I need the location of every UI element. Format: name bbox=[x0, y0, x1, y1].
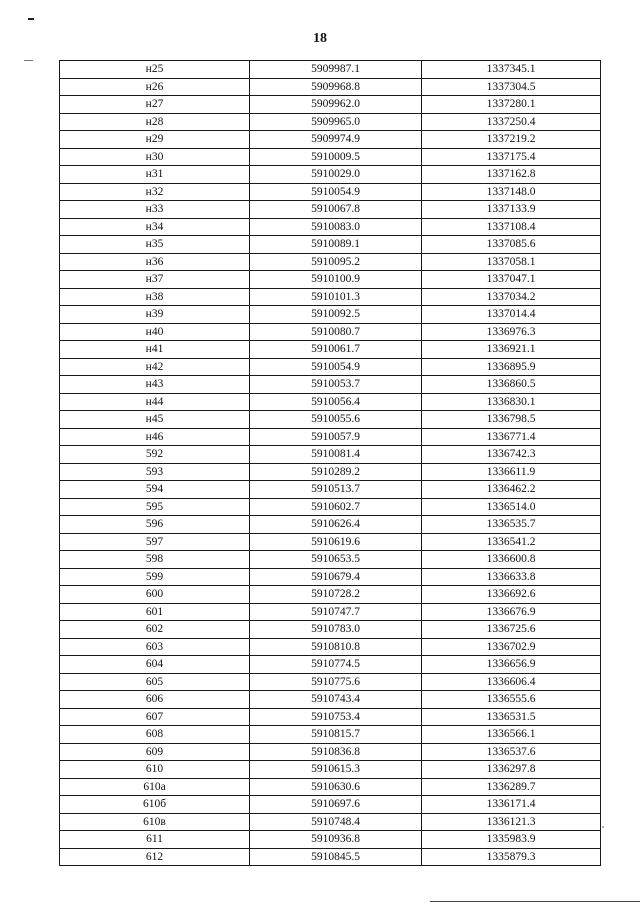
margin-dots bbox=[24, 60, 33, 61]
x-coordinate-cell: 5909974.9 bbox=[250, 131, 422, 149]
point-id-cell: 611 bbox=[60, 831, 250, 849]
y-coordinate-cell: 1337047.1 bbox=[422, 271, 601, 289]
point-id-cell: н25 bbox=[60, 61, 250, 79]
point-id-cell: н42 bbox=[60, 358, 250, 376]
y-coordinate-cell: 1337162.8 bbox=[422, 166, 601, 184]
table-row bbox=[60, 761, 601, 779]
x-coordinate-cell: 5910083.0 bbox=[250, 218, 422, 236]
y-coordinate-cell: 1336606.4 bbox=[422, 673, 601, 691]
table-row bbox=[60, 498, 601, 516]
coordinates-table bbox=[59, 60, 601, 866]
table-row bbox=[60, 586, 601, 604]
point-id-cell: 609 bbox=[60, 743, 250, 761]
y-coordinate-cell: 1337175.4 bbox=[422, 148, 601, 166]
y-coordinate-cell: 1336742.3 bbox=[422, 446, 601, 464]
x-coordinate-cell: 5910056.4 bbox=[250, 393, 422, 411]
y-coordinate-cell: 1336535.7 bbox=[422, 516, 601, 534]
y-coordinate-cell: 1336171.4 bbox=[422, 796, 601, 814]
point-id-cell: н30 bbox=[60, 148, 250, 166]
y-coordinate-cell: 1337133.9 bbox=[422, 201, 601, 219]
point-id-cell: н28 bbox=[60, 113, 250, 131]
x-coordinate-cell: 5910810.8 bbox=[250, 638, 422, 656]
y-coordinate-cell: 1336537.6 bbox=[422, 743, 601, 761]
table-row bbox=[60, 796, 601, 814]
table-row bbox=[60, 306, 601, 324]
table-row bbox=[60, 271, 601, 289]
point-id-cell: 605 bbox=[60, 673, 250, 691]
page-number: 18 bbox=[313, 31, 327, 46]
point-id-cell: н31 bbox=[60, 166, 250, 184]
table-row bbox=[60, 446, 601, 464]
x-coordinate-cell: 5910845.5 bbox=[250, 848, 422, 866]
table-row bbox=[60, 358, 601, 376]
table-row bbox=[60, 376, 601, 394]
y-coordinate-cell: 1336462.2 bbox=[422, 481, 601, 499]
point-id-cell: н29 bbox=[60, 131, 250, 149]
bottom-edge-line bbox=[430, 901, 640, 902]
margin-mark bbox=[28, 18, 34, 20]
y-coordinate-cell: 1336725.6 bbox=[422, 621, 601, 639]
point-id-cell: н41 bbox=[60, 341, 250, 359]
point-id-cell: н34 bbox=[60, 218, 250, 236]
y-coordinate-cell: 1336771.4 bbox=[422, 428, 601, 446]
x-coordinate-cell: 5910009.5 bbox=[250, 148, 422, 166]
y-coordinate-cell: 1337250.4 bbox=[422, 113, 601, 131]
y-coordinate-cell: 1336289.7 bbox=[422, 778, 601, 796]
table-row bbox=[60, 551, 601, 569]
y-coordinate-cell: 1336676.9 bbox=[422, 603, 601, 621]
x-coordinate-cell: 5910602.7 bbox=[250, 498, 422, 516]
x-coordinate-cell: 5909987.1 bbox=[250, 61, 422, 79]
x-coordinate-cell: 5910054.9 bbox=[250, 183, 422, 201]
point-id-cell: 610в bbox=[60, 813, 250, 831]
point-id-cell: н36 bbox=[60, 253, 250, 271]
table-row bbox=[60, 848, 601, 866]
x-coordinate-cell: 5910513.7 bbox=[250, 481, 422, 499]
y-coordinate-cell: 1336555.6 bbox=[422, 691, 601, 709]
table-row bbox=[60, 743, 601, 761]
table-row bbox=[60, 183, 601, 201]
x-coordinate-cell: 5910053.7 bbox=[250, 376, 422, 394]
table-row bbox=[60, 61, 601, 79]
point-id-cell: 612 bbox=[60, 848, 250, 866]
point-id-cell: 594 bbox=[60, 481, 250, 499]
point-id-cell: н46 bbox=[60, 428, 250, 446]
table-row bbox=[60, 831, 601, 849]
x-coordinate-cell: 5910653.5 bbox=[250, 551, 422, 569]
point-id-cell: 598 bbox=[60, 551, 250, 569]
y-coordinate-cell: 1336121.3 bbox=[422, 813, 601, 831]
point-id-cell: н26 bbox=[60, 78, 250, 96]
x-coordinate-cell: 5910936.8 bbox=[250, 831, 422, 849]
y-coordinate-cell: 1337014.4 bbox=[422, 306, 601, 324]
y-coordinate-cell: 1336830.1 bbox=[422, 393, 601, 411]
x-coordinate-cell: 5910061.7 bbox=[250, 341, 422, 359]
point-id-cell: 597 bbox=[60, 533, 250, 551]
table-row bbox=[60, 288, 601, 306]
point-id-cell: 592 bbox=[60, 446, 250, 464]
table-row bbox=[60, 131, 601, 149]
x-coordinate-cell: 5910743.4 bbox=[250, 691, 422, 709]
table-row bbox=[60, 78, 601, 96]
point-id-cell: 596 bbox=[60, 516, 250, 534]
table-row bbox=[60, 726, 601, 744]
y-coordinate-cell: 1336611.9 bbox=[422, 463, 601, 481]
table-row bbox=[60, 638, 601, 656]
y-coordinate-cell: 1337034.2 bbox=[422, 288, 601, 306]
x-coordinate-cell: 5909968.8 bbox=[250, 78, 422, 96]
x-coordinate-cell: 5910100.9 bbox=[250, 271, 422, 289]
x-coordinate-cell: 5910815.7 bbox=[250, 726, 422, 744]
point-id-cell: 607 bbox=[60, 708, 250, 726]
table-row bbox=[60, 323, 601, 341]
x-coordinate-cell: 5910089.1 bbox=[250, 236, 422, 254]
y-coordinate-cell: 1337085.6 bbox=[422, 236, 601, 254]
x-coordinate-cell: 5909965.0 bbox=[250, 113, 422, 131]
point-id-cell: н44 bbox=[60, 393, 250, 411]
x-coordinate-cell: 5910697.6 bbox=[250, 796, 422, 814]
y-coordinate-cell: 1336514.0 bbox=[422, 498, 601, 516]
point-id-cell: н35 bbox=[60, 236, 250, 254]
point-id-cell: 610 bbox=[60, 761, 250, 779]
x-coordinate-cell: 5910095.2 bbox=[250, 253, 422, 271]
table-row bbox=[60, 708, 601, 726]
point-id-cell: н33 bbox=[60, 201, 250, 219]
table-row bbox=[60, 621, 601, 639]
y-coordinate-cell: 1337108.4 bbox=[422, 218, 601, 236]
y-coordinate-cell: 1336702.9 bbox=[422, 638, 601, 656]
x-coordinate-cell: 5910080.7 bbox=[250, 323, 422, 341]
table-row bbox=[60, 463, 601, 481]
point-id-cell: 599 bbox=[60, 568, 250, 586]
point-id-cell: 610б bbox=[60, 796, 250, 814]
point-id-cell: 604 bbox=[60, 656, 250, 674]
point-id-cell: н32 bbox=[60, 183, 250, 201]
x-coordinate-cell: 5910836.8 bbox=[250, 743, 422, 761]
x-coordinate-cell: 5910748.4 bbox=[250, 813, 422, 831]
point-id-cell: н40 bbox=[60, 323, 250, 341]
x-coordinate-cell: 5910055.6 bbox=[250, 411, 422, 429]
x-coordinate-cell: 5910057.9 bbox=[250, 428, 422, 446]
table-row bbox=[60, 673, 601, 691]
y-coordinate-cell: 1336566.1 bbox=[422, 726, 601, 744]
point-id-cell: н38 bbox=[60, 288, 250, 306]
y-coordinate-cell: 1336656.9 bbox=[422, 656, 601, 674]
y-coordinate-cell: 1335983.9 bbox=[422, 831, 601, 849]
table-row bbox=[60, 253, 601, 271]
point-id-cell: 600 bbox=[60, 586, 250, 604]
table-row bbox=[60, 393, 601, 411]
x-coordinate-cell: 5909962.0 bbox=[250, 96, 422, 114]
table-row bbox=[60, 201, 601, 219]
y-coordinate-cell: 1337219.2 bbox=[422, 131, 601, 149]
point-id-cell: 606 bbox=[60, 691, 250, 709]
table-row bbox=[60, 813, 601, 831]
table-row bbox=[60, 428, 601, 446]
point-id-cell: 593 bbox=[60, 463, 250, 481]
x-coordinate-cell: 5910774.5 bbox=[250, 656, 422, 674]
y-coordinate-cell: 1337058.1 bbox=[422, 253, 601, 271]
y-coordinate-cell: 1336692.6 bbox=[422, 586, 601, 604]
y-coordinate-cell: 1336798.5 bbox=[422, 411, 601, 429]
x-coordinate-cell: 5910619.6 bbox=[250, 533, 422, 551]
point-id-cell: 602 bbox=[60, 621, 250, 639]
x-coordinate-cell: 5910615.3 bbox=[250, 761, 422, 779]
y-coordinate-cell: 1336541.2 bbox=[422, 533, 601, 551]
table-row bbox=[60, 341, 601, 359]
x-coordinate-cell: 5910067.8 bbox=[250, 201, 422, 219]
y-coordinate-cell: 1337148.0 bbox=[422, 183, 601, 201]
y-coordinate-cell: 1336633.8 bbox=[422, 568, 601, 586]
y-coordinate-cell: 1337304.5 bbox=[422, 78, 601, 96]
x-coordinate-cell: 5910630.6 bbox=[250, 778, 422, 796]
x-coordinate-cell: 5910728.2 bbox=[250, 586, 422, 604]
y-coordinate-cell: 1336600.8 bbox=[422, 551, 601, 569]
y-coordinate-cell: 1336297.8 bbox=[422, 761, 601, 779]
x-coordinate-cell: 5910747.7 bbox=[250, 603, 422, 621]
scan-speck bbox=[602, 826, 604, 828]
x-coordinate-cell: 5910783.0 bbox=[250, 621, 422, 639]
table-row bbox=[60, 236, 601, 254]
table-row bbox=[60, 411, 601, 429]
x-coordinate-cell: 5910626.4 bbox=[250, 516, 422, 534]
x-coordinate-cell: 5910101.3 bbox=[250, 288, 422, 306]
table-row bbox=[60, 778, 601, 796]
x-coordinate-cell: 5910775.6 bbox=[250, 673, 422, 691]
table-row bbox=[60, 148, 601, 166]
y-coordinate-cell: 1337345.1 bbox=[422, 61, 601, 79]
x-coordinate-cell: 5910679.4 bbox=[250, 568, 422, 586]
y-coordinate-cell: 1336860.5 bbox=[422, 376, 601, 394]
y-coordinate-cell: 1335879.3 bbox=[422, 848, 601, 866]
point-id-cell: 603 bbox=[60, 638, 250, 656]
table-row bbox=[60, 166, 601, 184]
table-row bbox=[60, 218, 601, 236]
y-coordinate-cell: 1336895.9 bbox=[422, 358, 601, 376]
x-coordinate-cell: 5910029.0 bbox=[250, 166, 422, 184]
point-id-cell: н45 bbox=[60, 411, 250, 429]
point-id-cell: н39 bbox=[60, 306, 250, 324]
x-coordinate-cell: 5910092.5 bbox=[250, 306, 422, 324]
table-row bbox=[60, 691, 601, 709]
table-row bbox=[60, 656, 601, 674]
table-row bbox=[60, 533, 601, 551]
x-coordinate-cell: 5910289.2 bbox=[250, 463, 422, 481]
table-row bbox=[60, 96, 601, 114]
y-coordinate-cell: 1336921.1 bbox=[422, 341, 601, 359]
table-row bbox=[60, 603, 601, 621]
point-id-cell: 595 bbox=[60, 498, 250, 516]
x-coordinate-cell: 5910054.9 bbox=[250, 358, 422, 376]
x-coordinate-cell: 5910081.4 bbox=[250, 446, 422, 464]
table-row bbox=[60, 516, 601, 534]
y-coordinate-cell: 1336976.3 bbox=[422, 323, 601, 341]
x-coordinate-cell: 5910753.4 bbox=[250, 708, 422, 726]
table-row bbox=[60, 481, 601, 499]
point-id-cell: 601 bbox=[60, 603, 250, 621]
point-id-cell: н43 bbox=[60, 376, 250, 394]
point-id-cell: н27 bbox=[60, 96, 250, 114]
point-id-cell: 610а bbox=[60, 778, 250, 796]
y-coordinate-cell: 1337280.1 bbox=[422, 96, 601, 114]
y-coordinate-cell: 1336531.5 bbox=[422, 708, 601, 726]
table-body bbox=[60, 61, 601, 866]
point-id-cell: н37 bbox=[60, 271, 250, 289]
point-id-cell: 608 bbox=[60, 726, 250, 744]
table-row bbox=[60, 113, 601, 131]
table-row bbox=[60, 568, 601, 586]
